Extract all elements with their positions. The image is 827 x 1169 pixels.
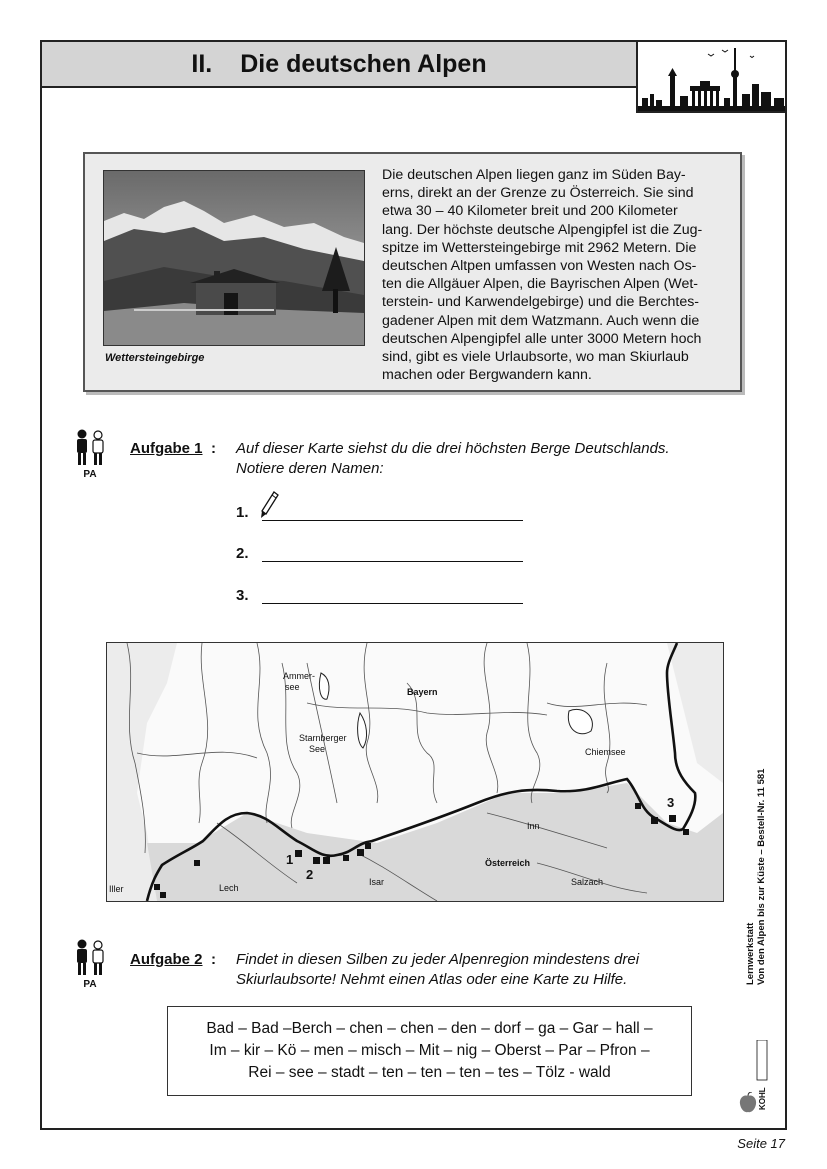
task1-colon: : <box>211 440 216 457</box>
map-label: See <box>309 744 326 754</box>
page-number: Seite 17 <box>737 1136 785 1151</box>
map-label: Inn <box>527 821 540 831</box>
info-line: etwa 30 – 40 Kilometer breit und 200 Kilometer <box>382 203 678 220</box>
map-label: Lech <box>219 883 239 893</box>
mountain-marker-3: 3 <box>667 795 675 810</box>
task1-instruction <box>236 439 670 479</box>
pa-label: PA <box>83 979 97 990</box>
info-line: deutschen Altpen umfassen von Westen nach Os- <box>382 258 697 275</box>
task2-line: Skiurlaubsorte! Nehmt einen Atlas oder eine Karte zu Hilfe. <box>236 971 628 988</box>
map-label: see <box>285 682 300 692</box>
answer-number-2: 2. <box>236 545 249 562</box>
info-text <box>382 166 724 384</box>
answer-number-3: 3. <box>236 587 249 604</box>
info-line: terstein- und Karwendelgebirge) und die Berchtes- <box>382 294 700 311</box>
syllable-box <box>167 1006 692 1096</box>
side-line-1: Lernwerkstatt <box>745 922 756 985</box>
map-label: Ammer- <box>283 671 315 681</box>
task2-label: Aufgabe 2 <box>130 951 203 968</box>
task1-label: Aufgabe 1 <box>130 440 203 457</box>
task1-line: Notiere deren Namen: <box>236 460 384 477</box>
answer-field-2[interactable] <box>262 561 523 562</box>
partner-work-icon <box>72 938 108 990</box>
map-drawing <box>107 643 723 901</box>
info-line: lang. Der höchste deutsche Alpengipfel ist die Zug- <box>382 221 703 238</box>
photo-caption: Wettersteingebirge <box>105 352 205 364</box>
mountain-marker-2: 2 <box>306 867 314 882</box>
info-box <box>83 152 742 392</box>
title-bar <box>40 40 638 88</box>
info-line: machen oder Bergwandern kann. <box>382 367 592 384</box>
map-label: Starnberger <box>299 733 347 743</box>
publisher-name: KOHL <box>758 1087 767 1110</box>
answer-field-1[interactable] <box>262 520 523 521</box>
two-children-icon <box>72 428 108 468</box>
info-line: sind, gibt es viele Urlaubsorte, wo man Skiurlaub <box>382 349 689 366</box>
answer-field-3[interactable] <box>262 603 523 604</box>
info-line: ten die Allgäuer Alpen, die Bayrischen Alpen (Wet- <box>382 276 698 293</box>
map-label: Iller <box>109 884 124 894</box>
partner-work-icon <box>72 428 108 480</box>
info-line: gadener Alpen mit dem Watzmann. Auch wenn die <box>382 312 700 329</box>
map-label: Chiemsee <box>585 747 626 757</box>
task2-line: Findet in diesen Silben zu jeder Alpenregion mindestens drei <box>236 951 640 968</box>
pencil-icon <box>258 490 280 520</box>
pa-label: PA <box>83 469 97 480</box>
task2-colon: : <box>211 951 216 968</box>
mountain-marker-1: 1 <box>286 852 294 867</box>
info-line: spitze im Wettersteingebirge mit 2962 Metern. Die <box>382 239 697 256</box>
map-label: Bayern <box>407 687 438 697</box>
syllable-line: Rei – see – stadt – ten – ten – ten – tes – Tölz - wald <box>248 1064 611 1081</box>
syllable-line: Im – kir – Kö – men – misch – Mit – nig – Oberst – Par – Pfron – <box>209 1042 650 1059</box>
info-line: deutschen Alpengipfel alle unter 3000 Metern hoch <box>382 330 702 347</box>
alps-map <box>106 642 724 902</box>
side-line-2: Von den Alpen bis zur Küste – Bestell-Nr. 11 581 <box>756 768 767 985</box>
two-children-icon <box>72 938 108 978</box>
task1-line: Auf dieser Karte siehst du die drei höchsten Berge Deutschlands. <box>236 440 670 457</box>
map-label: Österreich <box>485 858 531 868</box>
apple-logo-icon <box>738 1092 758 1114</box>
berlin-skyline-image <box>636 40 787 113</box>
map-label: Isar <box>369 877 385 887</box>
page-title: Die deutschen Alpen <box>240 49 487 78</box>
alpine-hut-image <box>104 171 364 345</box>
info-line: Die deutschen Alpen liegen ganz im Süden Bay- <box>382 167 686 183</box>
info-line: erns, direkt an der Grenze zu Österreich. Sie sind <box>382 185 694 202</box>
task2-instruction <box>236 950 639 990</box>
skyline-icon <box>638 42 787 113</box>
map-label: Salzach <box>571 877 604 887</box>
answer-number-1: 1. <box>236 504 249 521</box>
mountain-photo <box>103 170 365 346</box>
syllable-line: Bad – Bad –Berch – chen – chen – den – dorf – ga – Gar – hall – <box>206 1020 653 1037</box>
chapter-number: II. <box>191 49 213 78</box>
